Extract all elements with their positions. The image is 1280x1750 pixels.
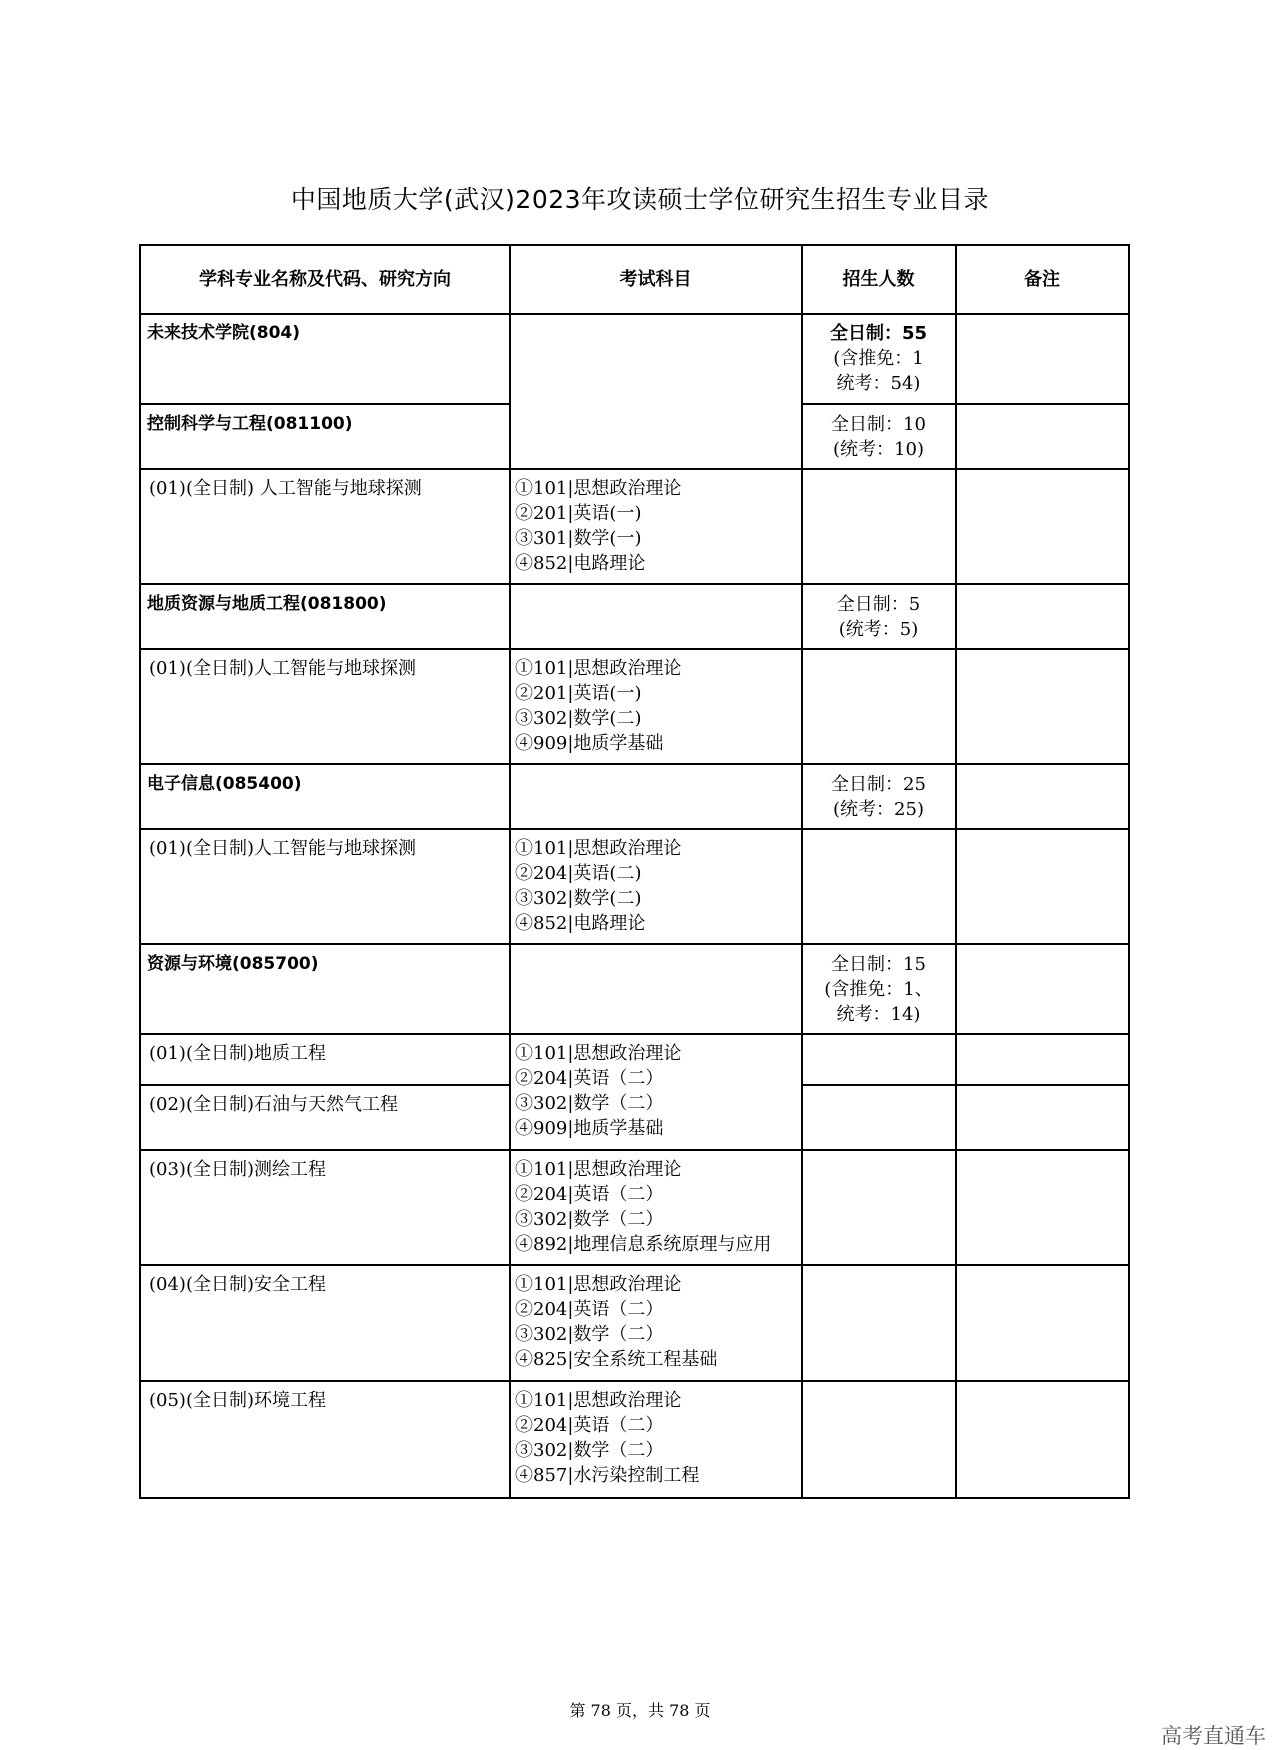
- major-quota: 全日制：15 (含推免：1、 统考：14): [824, 954, 933, 1025]
- header-remarks: 备注: [1024, 269, 1060, 290]
- catalog-table: [139, 244, 1130, 1499]
- direction-name: (02)(全日制)石油与天然气工程: [149, 1094, 398, 1115]
- exam-list: ①101|思想政治理论 ②204|英语（二） ③302|数学（二） ④892|地理信息系统原理与应用: [515, 1159, 772, 1255]
- major-quota: 全日制：25 (统考：25): [831, 774, 926, 820]
- exam-list: ①101|思想政治理论 ②204|英语（二） ③302|数学（二） ④857|水污染控制工程: [515, 1390, 700, 1486]
- direction-name: (04)(全日制)安全工程: [149, 1274, 326, 1295]
- exam-list: ①101|思想政治理论 ②201|英语(一) ③301|数学(一) ④852|电路理论: [515, 478, 682, 574]
- page-number: 第 78 页，共 78 页: [569, 1701, 711, 1720]
- college-name: 未来技术学院(804): [147, 323, 301, 343]
- direction-name: (01)(全日制) 人工智能与地球探测: [149, 478, 422, 499]
- direction-name: (01)(全日制)人工智能与地球探测: [149, 658, 416, 679]
- major-name: 电子信息(085400): [147, 774, 302, 794]
- major-name: 资源与环境(085700): [147, 954, 319, 974]
- header-quota: 招生人数: [842, 269, 915, 290]
- major-name: 地质资源与地质工程(081800): [147, 594, 387, 614]
- direction-name: (03)(全日制)测绘工程: [149, 1159, 326, 1180]
- direction-name: (01)(全日制)人工智能与地球探测: [149, 838, 416, 859]
- exam-list: ①101|思想政治理论 ②204|英语(二) ③302|数学(二) ④852|电路理论: [515, 838, 682, 934]
- exam-list: ①101|思想政治理论 ②201|英语(一) ③302|数学(二) ④909|地质学基础: [515, 658, 682, 754]
- page-title: 中国地质大学(武汉)2023年攻读硕士学位研究生招生专业目录: [290, 185, 990, 214]
- direction-name: (05)(全日制)环境工程: [149, 1390, 326, 1411]
- header-major: 学科专业名称及代码、研究方向: [199, 269, 451, 290]
- major-quota: 全日制：5 (统考：5): [836, 594, 921, 640]
- direction-name: (01)(全日制)地质工程: [149, 1043, 326, 1064]
- exam-list: ①101|思想政治理论 ②204|英语（二） ③302|数学（二） ④909|地质学基础: [515, 1043, 682, 1139]
- exam-list: ①101|思想政治理论 ②204|英语（二） ③302|数学（二） ④825|安全系统工程基础: [515, 1274, 718, 1370]
- watermark: 高考直通车: [1161, 1724, 1266, 1748]
- college-quota: 全日制：55 (含推免：1 统考：54): [829, 323, 928, 394]
- major-name: 控制科学与工程(081100): [147, 414, 353, 434]
- major-quota: 全日制：10 (统考：10): [831, 414, 926, 460]
- header-exam: 考试科目: [619, 269, 692, 290]
